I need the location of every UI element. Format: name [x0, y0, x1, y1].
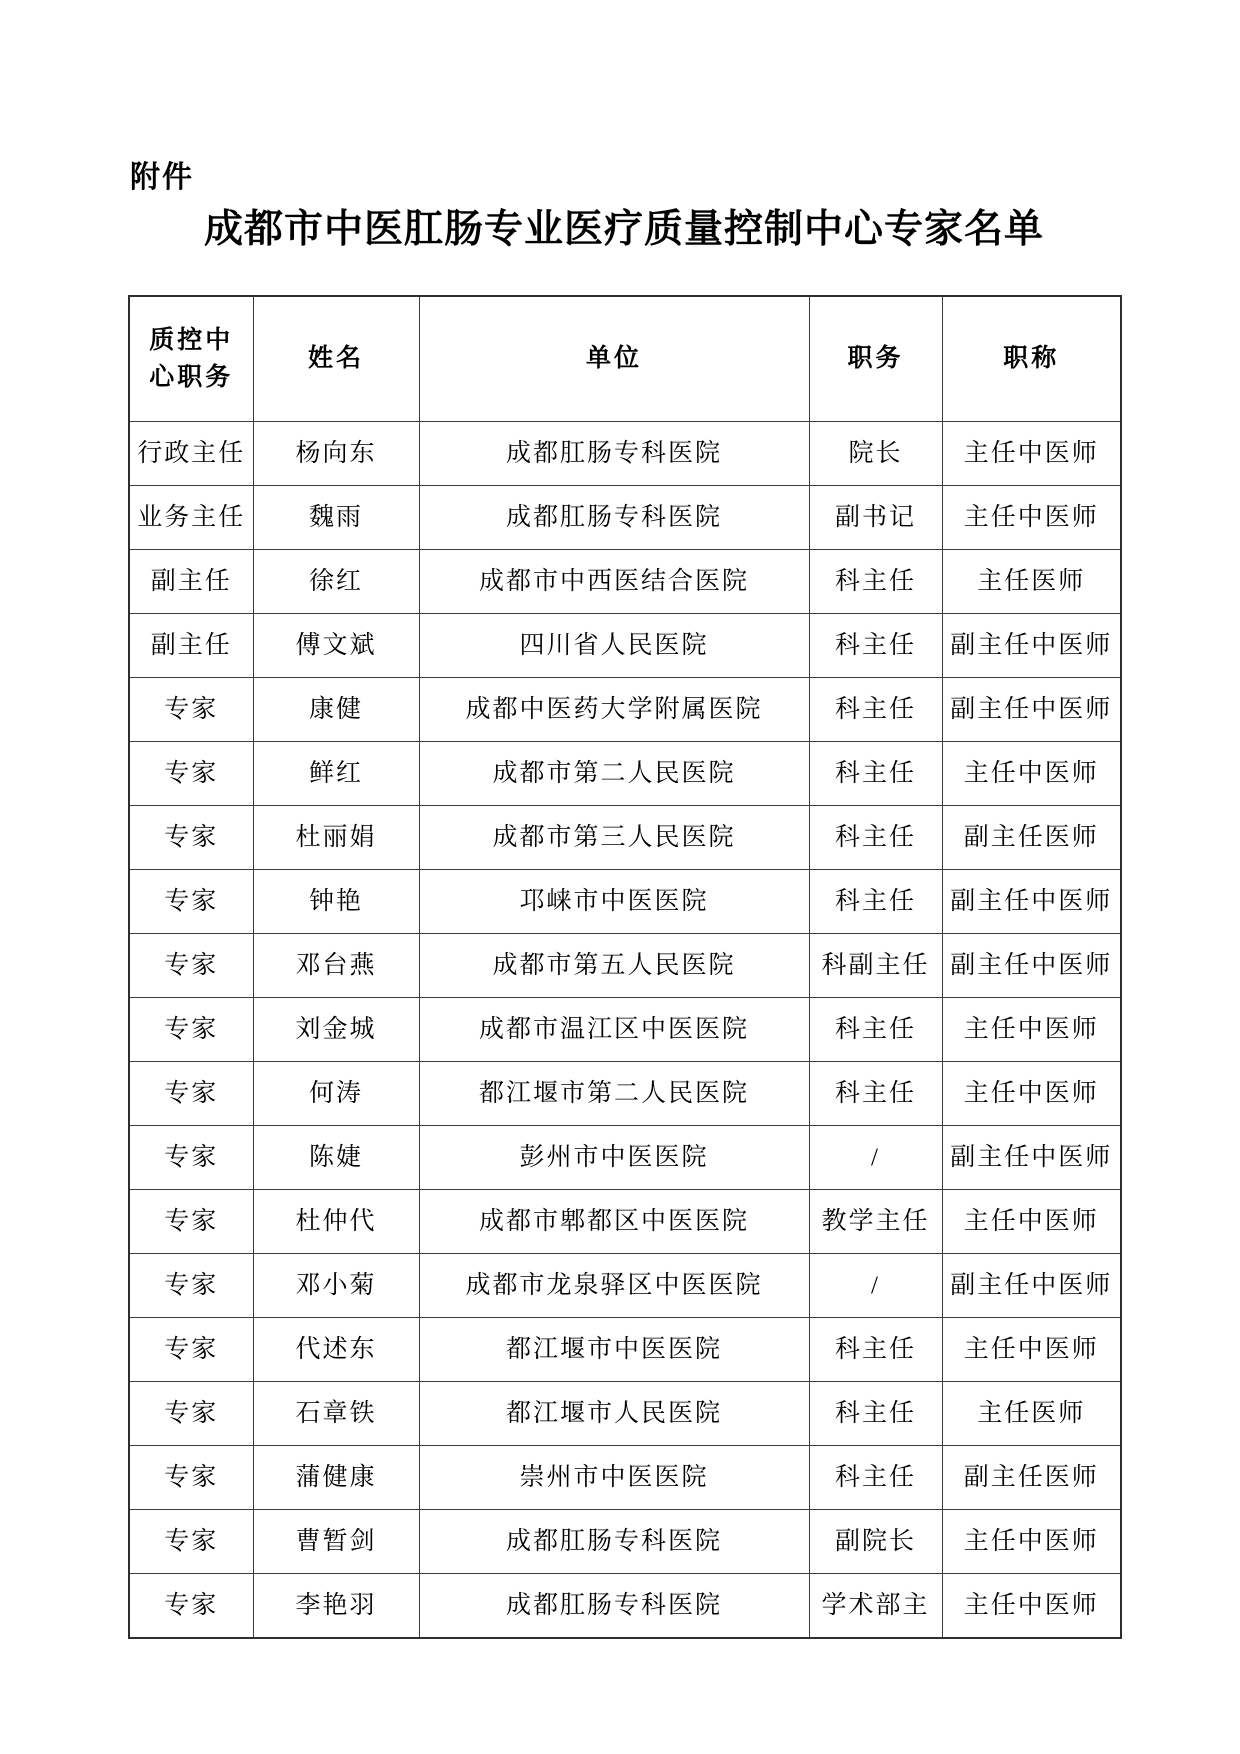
table-cell-title: 主任中医师 — [942, 1510, 1121, 1574]
experts-table-header — [129, 296, 1121, 422]
experts-table — [128, 295, 1122, 1639]
table-cell-name: 钟艳 — [253, 870, 419, 934]
table-cell-name: 李艳羽 — [253, 1574, 419, 1639]
table-cell-name: 康健 — [253, 678, 419, 742]
table-cell-title: 副主任中医师 — [942, 934, 1121, 998]
table-cell-position: 科主任 — [809, 1446, 942, 1510]
table-cell-organization: 成都市第二人民医院 — [419, 742, 809, 806]
table-cell-organization: 都江堰市第二人民医院 — [419, 1062, 809, 1126]
table-cell-role: 专家 — [129, 934, 253, 998]
table-cell-title: 主任中医师 — [942, 1318, 1121, 1382]
table-cell-role: 专家 — [129, 1510, 253, 1574]
table-cell-position: 科主任 — [809, 614, 942, 678]
table-cell-role: 专家 — [129, 1382, 253, 1446]
table-cell-organization: 彭州市中医医院 — [419, 1126, 809, 1190]
table-cell-title: 主任中医师 — [942, 422, 1121, 486]
table-cell-organization: 邛崃市中医医院 — [419, 870, 809, 934]
table-cell-name: 陈婕 — [253, 1126, 419, 1190]
table-cell-position: 副书记 — [809, 486, 942, 550]
table-cell-role: 副主任 — [129, 550, 253, 614]
table-cell-organization: 成都市第五人民医院 — [419, 934, 809, 998]
table-cell-title: 副主任中医师 — [942, 870, 1121, 934]
table-cell-role: 副主任 — [129, 614, 253, 678]
column-header-name: 姓名 — [253, 296, 419, 422]
table-cell-organization: 四川省人民医院 — [419, 614, 809, 678]
table-row — [129, 934, 1121, 998]
table-cell-position: 科主任 — [809, 870, 942, 934]
table-cell-role: 专家 — [129, 678, 253, 742]
table-row — [129, 486, 1121, 550]
table-cell-title: 主任中医师 — [942, 742, 1121, 806]
table-cell-organization: 成都市郫都区中医医院 — [419, 1190, 809, 1254]
table-row — [129, 614, 1121, 678]
table-row — [129, 1510, 1121, 1574]
table-row — [129, 1318, 1121, 1382]
table-cell-name: 代述东 — [253, 1318, 419, 1382]
table-row — [129, 1382, 1121, 1446]
table-cell-role: 行政主任 — [129, 422, 253, 486]
column-header-role: 质控中心职务 — [129, 296, 253, 422]
table-cell-title: 副主任中医师 — [942, 614, 1121, 678]
table-cell-role: 专家 — [129, 1126, 253, 1190]
table-cell-title: 副主任医师 — [942, 1446, 1121, 1510]
table-cell-role: 专家 — [129, 1446, 253, 1510]
table-row — [129, 998, 1121, 1062]
table-row — [129, 1126, 1121, 1190]
table-cell-organization: 成都肛肠专科医院 — [419, 1574, 809, 1639]
header-row — [129, 296, 1121, 422]
table-row — [129, 678, 1121, 742]
table-cell-position: 学术部主 — [809, 1574, 942, 1639]
table-cell-name: 徐红 — [253, 550, 419, 614]
table-cell-title: 主任中医师 — [942, 1190, 1121, 1254]
table-row — [129, 742, 1121, 806]
table-cell-position: / — [809, 1254, 942, 1318]
table-cell-role: 专家 — [129, 742, 253, 806]
table-cell-role: 专家 — [129, 806, 253, 870]
table-cell-role: 专家 — [129, 1062, 253, 1126]
table-cell-position: 科主任 — [809, 1382, 942, 1446]
table-row — [129, 870, 1121, 934]
table-cell-name: 傅文斌 — [253, 614, 419, 678]
table-cell-name: 鲜红 — [253, 742, 419, 806]
table-cell-organization: 成都市第三人民医院 — [419, 806, 809, 870]
attachment-label: 附件 — [130, 161, 194, 194]
table-cell-title: 主任医师 — [942, 1382, 1121, 1446]
table-cell-position: 科主任 — [809, 550, 942, 614]
table-row — [129, 550, 1121, 614]
table-cell-position: 院长 — [809, 422, 942, 486]
table-cell-title: 主任医师 — [942, 550, 1121, 614]
table-cell-organization: 成都肛肠专科医院 — [419, 486, 809, 550]
table-cell-organization: 都江堰市中医医院 — [419, 1318, 809, 1382]
table-cell-organization: 成都肛肠专科医院 — [419, 1510, 809, 1574]
column-header-title: 职称 — [942, 296, 1121, 422]
table-cell-organization: 成都市温江区中医医院 — [419, 998, 809, 1062]
table-cell-title: 主任中医师 — [942, 486, 1121, 550]
table-cell-name: 邓小菊 — [253, 1254, 419, 1318]
table-row — [129, 422, 1121, 486]
table-cell-title: 主任中医师 — [942, 1574, 1121, 1639]
table-row — [129, 806, 1121, 870]
experts-table-body — [129, 422, 1121, 1639]
table-cell-name: 曹暂剑 — [253, 1510, 419, 1574]
table-cell-name: 魏雨 — [253, 486, 419, 550]
table-cell-title: 主任中医师 — [942, 998, 1121, 1062]
table-cell-role: 专家 — [129, 1574, 253, 1639]
table-cell-role: 专家 — [129, 870, 253, 934]
column-header-position: 职务 — [809, 296, 942, 422]
table-cell-title: 主任中医师 — [942, 1062, 1121, 1126]
table-cell-position: 科副主任 — [809, 934, 942, 998]
table-cell-organization: 成都肛肠专科医院 — [419, 422, 809, 486]
table-cell-title: 副主任中医师 — [942, 1126, 1121, 1190]
table-cell-name: 杨向东 — [253, 422, 419, 486]
table-cell-title: 副主任中医师 — [942, 678, 1121, 742]
table-cell-name: 何涛 — [253, 1062, 419, 1126]
table-cell-organization: 成都中医药大学附属医院 — [419, 678, 809, 742]
table-cell-name: 刘金城 — [253, 998, 419, 1062]
table-cell-position: 教学主任 — [809, 1190, 942, 1254]
table-cell-position: 副院长 — [809, 1510, 942, 1574]
table-cell-name: 石章铁 — [253, 1382, 419, 1446]
table-cell-organization: 成都市龙泉驿区中医医院 — [419, 1254, 809, 1318]
table-cell-name: 杜丽娟 — [253, 806, 419, 870]
table-cell-name: 杜仲代 — [253, 1190, 419, 1254]
table-cell-title: 副主任医师 — [942, 806, 1121, 870]
table-cell-position: 科主任 — [809, 806, 942, 870]
page-title: 成都市中医肛肠专业医疗质量控制中心专家名单 — [203, 208, 1044, 251]
table-cell-name: 邓台燕 — [253, 934, 419, 998]
table-cell-role: 专家 — [129, 1254, 253, 1318]
table-cell-position: 科主任 — [809, 1318, 942, 1382]
table-cell-role: 专家 — [129, 998, 253, 1062]
table-cell-title: 副主任中医师 — [942, 1254, 1121, 1318]
table-cell-organization: 都江堰市人民医院 — [419, 1382, 809, 1446]
table-row — [129, 1574, 1121, 1639]
table-cell-position: 科主任 — [809, 742, 942, 806]
table-cell-position: 科主任 — [809, 678, 942, 742]
column-header-organization: 单位 — [419, 296, 809, 422]
table-row — [129, 1190, 1121, 1254]
table-cell-position: 科主任 — [809, 998, 942, 1062]
table-cell-role: 专家 — [129, 1190, 253, 1254]
table-cell-organization: 崇州市中医医院 — [419, 1446, 809, 1510]
table-cell-role: 专家 — [129, 1318, 253, 1382]
table-row — [129, 1062, 1121, 1126]
table-cell-position: 科主任 — [809, 1062, 942, 1126]
table-row — [129, 1254, 1121, 1318]
table-row — [129, 1446, 1121, 1510]
table-cell-position: / — [809, 1126, 942, 1190]
table-cell-role: 业务主任 — [129, 486, 253, 550]
table-cell-organization: 成都市中西医结合医院 — [419, 550, 809, 614]
table-cell-name: 蒲健康 — [253, 1446, 419, 1510]
